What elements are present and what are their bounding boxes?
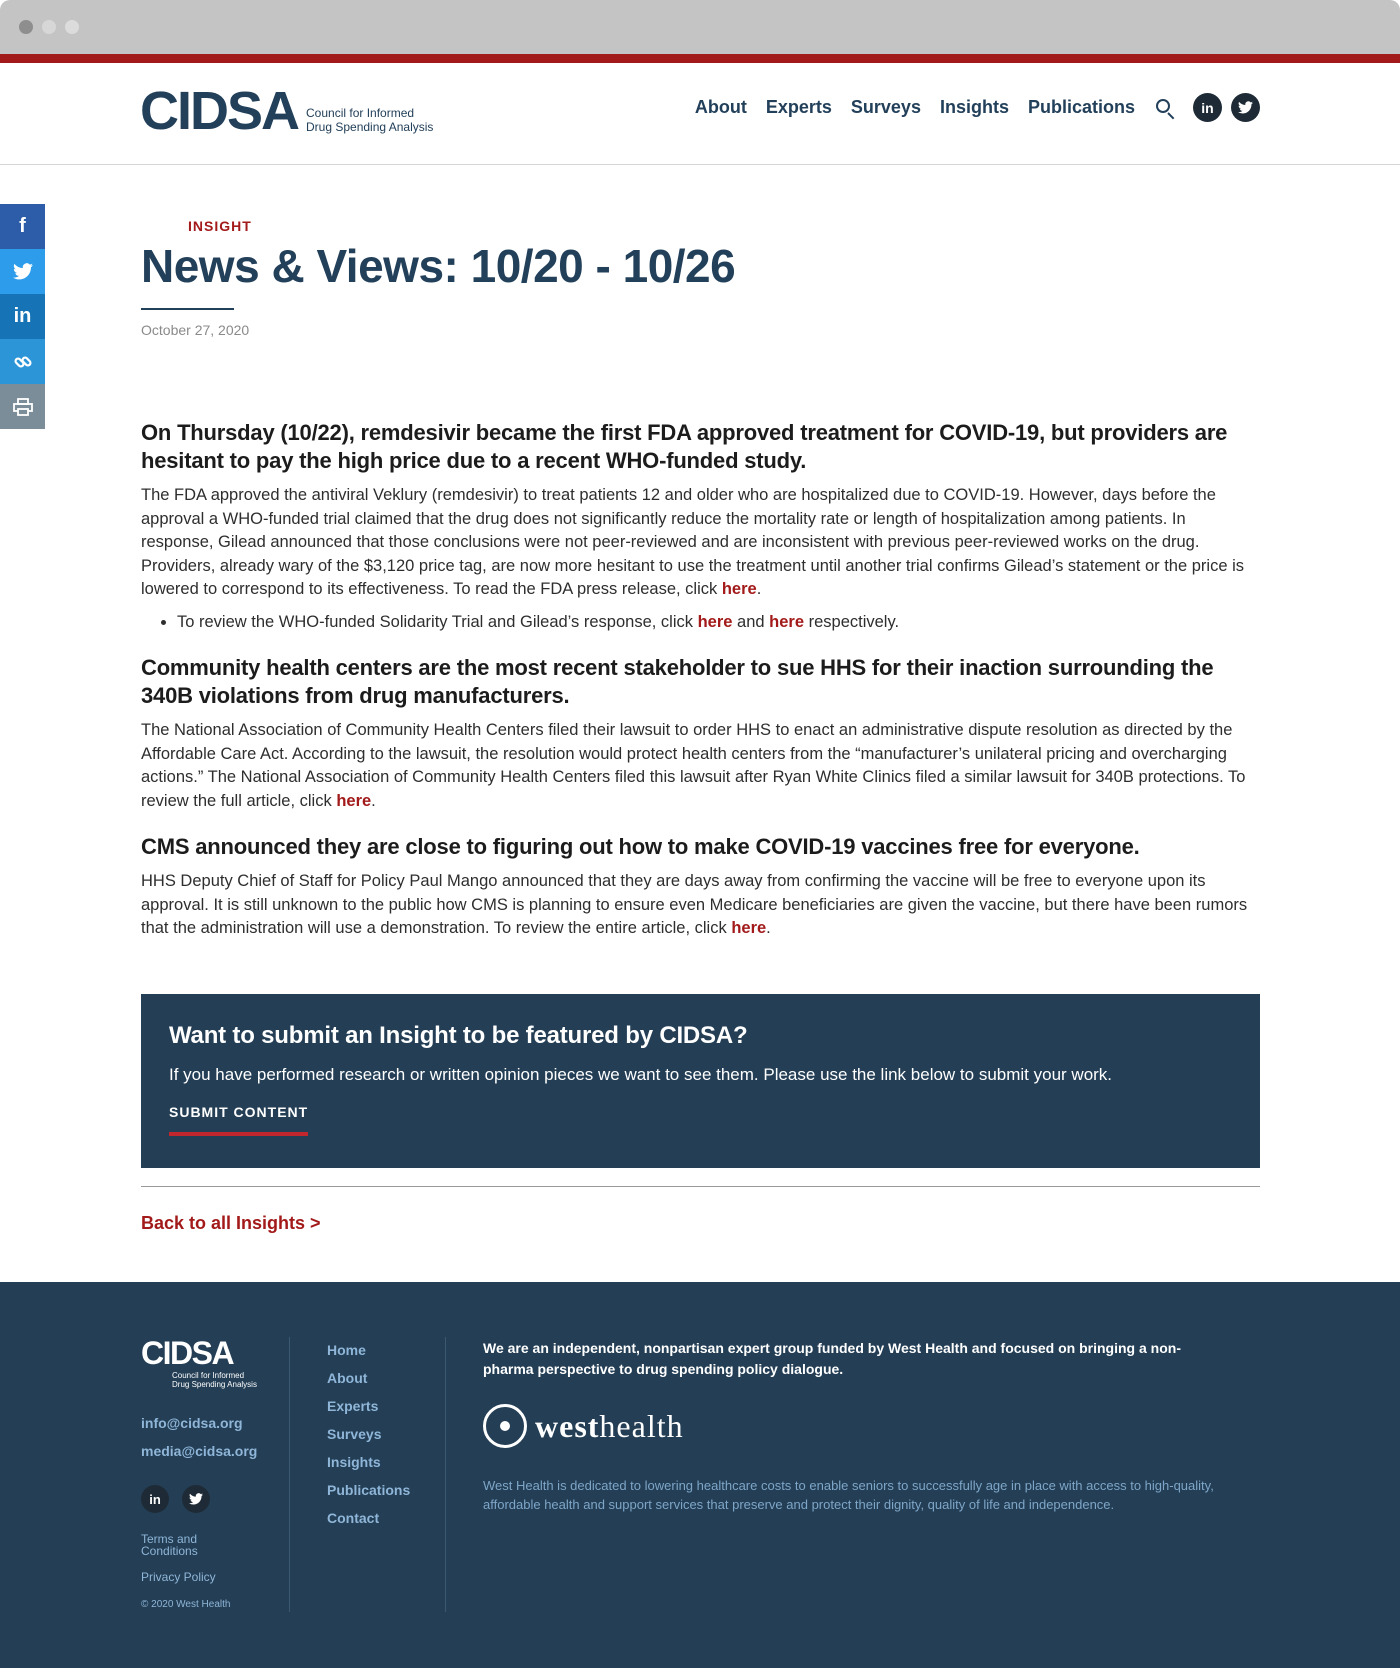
footer-logo[interactable]: CIDSA <box>141 1335 234 1371</box>
main-nav <box>676 93 1260 122</box>
section-body: The FDA approved the antiviral Veklury (remdesivir) to treat patients 12 and older who are hospitalized due to COVID-19. However, days before the approval a WHO-funded trial claimed that the drug does not significantly reduce the mortality rate or length of hospitalization among patients. In response, Gilead announced that those conclusions were not peer-reviewed and are inconsistent with previous peer-reviewed works on the drug. Providers, already wary of the $3,120 price tag, are now more hesitant to use the treatment until another trial confirms Gilead’s statement or the price is lowered to correspond to its effectiveness. To read the FDA press release, click here. <box>141 486 1244 598</box>
footer-nav-about[interactable]: About <box>327 1370 368 1386</box>
page-title: News & Views: 10/20 - 10/26 <box>141 240 736 292</box>
title-divider <box>141 308 234 310</box>
westhealth-mark-icon <box>483 1404 527 1448</box>
twitter-icon[interactable] <box>0 249 45 294</box>
linkedin-icon[interactable]: in <box>141 1485 169 1513</box>
privacy-link[interactable]: Privacy Policy <box>141 1570 216 1584</box>
bullet-list <box>177 611 1260 635</box>
here-link[interactable]: here <box>697 612 733 631</box>
section-heading: On Thursday (10/22), remdesivir became the first FDA approved treatment for COVID-19, but providers are hesitant to pay the high price due to a recent WHO-funded study. <box>141 420 1228 473</box>
nav-about[interactable]: About <box>694 97 747 117</box>
nav-surveys[interactable]: Surveys <box>850 97 921 117</box>
article-section <box>141 419 1260 634</box>
article-section <box>141 654 1260 813</box>
facebook-icon[interactable]: f <box>0 204 45 249</box>
linkedin-icon[interactable]: in <box>1193 93 1222 122</box>
article-section <box>141 833 1260 941</box>
logo-wordmark: CIDSA <box>140 81 299 141</box>
westhealth-wordmark: westhealth <box>535 1407 684 1444</box>
footer-about-description: West Health is dedicated to lowering healthcare costs to enable seniors to successfully age in place with access to high-quality, affordable health and support services that preserve and protect their dignity, quality of life and independence. <box>483 1478 1214 1512</box>
footer-divider <box>289 1337 290 1612</box>
share-bar <box>0 204 45 429</box>
footer-email-list <box>141 1409 257 1465</box>
here-link[interactable]: here <box>731 919 767 937</box>
email-media-link[interactable]: media@cidsa.org <box>141 1443 258 1459</box>
nav-insights[interactable]: Insights <box>939 97 1009 117</box>
cidsa-logo[interactable] <box>140 81 434 141</box>
article-category: INSIGHT <box>188 218 252 234</box>
linkedin-icon[interactable]: in <box>0 294 45 339</box>
footer-nav <box>327 1336 410 1532</box>
window-maximize-dot[interactable] <box>65 20 79 34</box>
link-icon[interactable] <box>0 339 45 384</box>
footer-logo-tagline: Council for Informed Drug Spending Analysis <box>172 1371 257 1389</box>
footer-nav-publications[interactable]: Publications <box>327 1482 411 1498</box>
footer-nav-experts[interactable]: Experts <box>327 1398 379 1414</box>
article-date: October 27, 2020 <box>141 322 250 338</box>
section-body: The National Association of Community Health Centers filed their lawsuit to order HHS to enact an administrative dispute resolution as directed by the Affordable Care Act. According to the lawsuit, the resolution would protect health centers from the “manufacturer’s unilateral pricing and overcharging actions.” The National Association of Community Health Centers filed this lawsuit after Ryan White Clinics filed a similar lawsuit for 340B protections. To review the full article, click here. <box>141 721 1246 810</box>
site-footer <box>0 1282 1400 1668</box>
divider <box>141 1186 1260 1187</box>
westhealth-logo[interactable] <box>483 1404 1223 1448</box>
here-link[interactable]: here <box>769 612 805 631</box>
search-icon[interactable] <box>1154 97 1176 119</box>
print-icon[interactable] <box>0 384 45 429</box>
footer-nav-insights[interactable]: Insights <box>327 1454 381 1470</box>
twitter-icon[interactable] <box>182 1485 210 1513</box>
window-minimize-dot[interactable] <box>42 20 56 34</box>
site-header <box>0 63 1400 165</box>
nav-experts[interactable]: Experts <box>765 97 832 117</box>
twitter-icon[interactable] <box>1231 93 1260 122</box>
terms-link[interactable]: Terms and Conditions <box>141 1532 198 1558</box>
email-info-link[interactable]: info@cidsa.org <box>141 1415 243 1431</box>
cta-heading: Want to submit an Insight to be featured by CIDSA? <box>169 1022 748 1049</box>
footer-about-lead: We are an independent, nonpartisan expert group funded by West Health and focused on bringing a non-pharma perspective to drug spending policy dialogue. <box>483 1340 1181 1377</box>
top-accent-bar <box>0 54 1400 63</box>
footer-nav-contact[interactable]: Contact <box>327 1510 380 1526</box>
footer-social <box>141 1485 257 1513</box>
submit-content-button[interactable]: SUBMIT CONTENT <box>169 1104 308 1136</box>
section-body: HHS Deputy Chief of Staff for Policy Paul Mango announced that they are days away from confirming the vaccine will be free to everyone upon its approval. It is still unknown to the public how CMS is planning to ensure even Medicare beneficiaries are given the vaccine, but there have been rumors that the administration will use a demonstration. To review the entire article, click here. <box>141 872 1248 937</box>
here-link[interactable]: here <box>721 580 757 598</box>
window-close-dot[interactable] <box>19 20 33 34</box>
section-heading: Community health centers are the most recent stakeholder to sue HHS for their inaction surrounding the 340B violations from drug manufacturers. <box>141 655 1214 708</box>
copyright: © 2020 West Health <box>141 1599 231 1610</box>
footer-about <box>483 1338 1223 1514</box>
submit-insight-banner <box>141 994 1260 1168</box>
section-heading: CMS announced they are close to figuring out how to make COVID-19 vaccines free for everyone. <box>141 834 1140 859</box>
footer-nav-home[interactable]: Home <box>327 1342 366 1358</box>
footer-nav-surveys[interactable]: Surveys <box>327 1426 382 1442</box>
footer-brand-column <box>141 1337 257 1610</box>
list-item: • To review the WHO-funded Solidarity Trial and Gilead’s response, click here and here respectively. <box>177 611 1260 635</box>
footer-divider <box>445 1337 446 1612</box>
here-link[interactable]: here <box>336 791 372 810</box>
article <box>141 218 1260 941</box>
logo-tagline: Council for Informed Drug Spending Analysis <box>306 106 434 134</box>
cta-body: If you have performed research or written opinion pieces we want to see them. Please use the link below to submit your work. <box>169 1065 1113 1084</box>
back-to-insights-link[interactable]: Back to all Insights > <box>141 1213 321 1233</box>
nav-publications[interactable]: Publications <box>1027 97 1135 117</box>
browser-chrome <box>0 0 1400 54</box>
